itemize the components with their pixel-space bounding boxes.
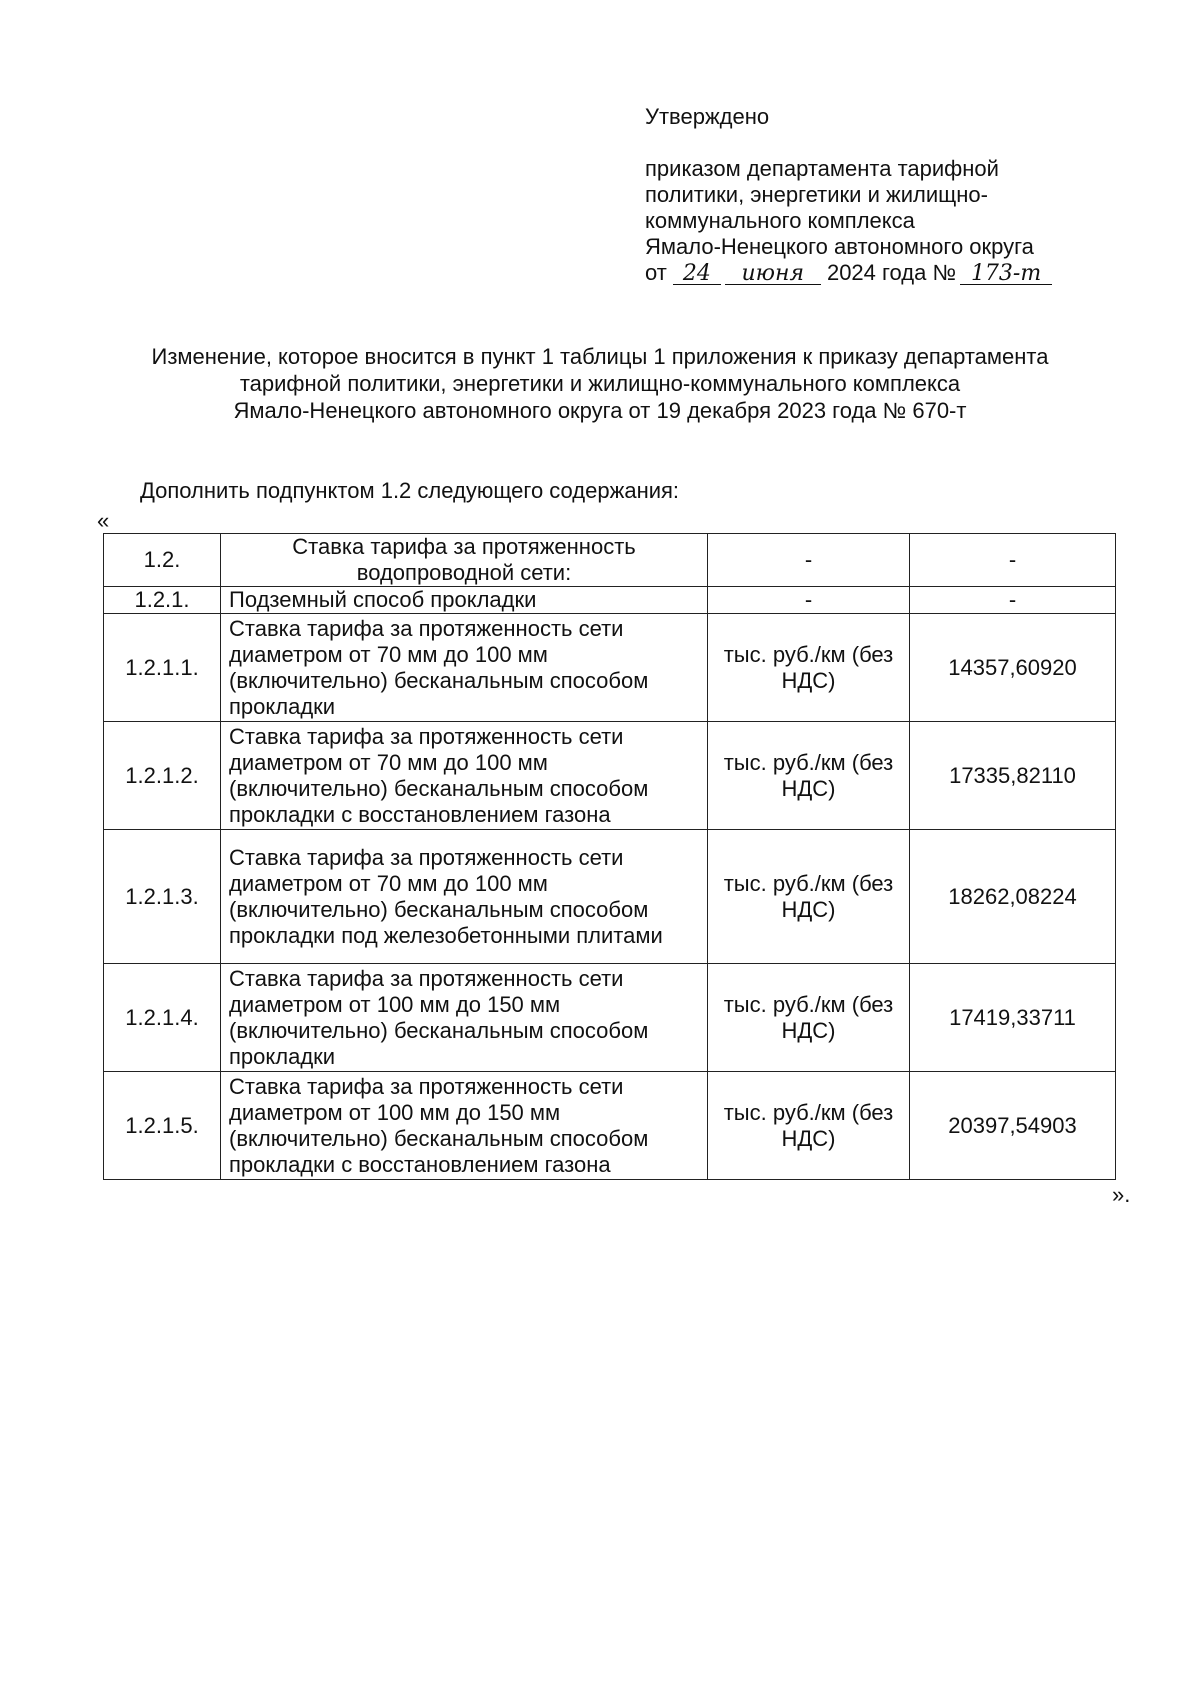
approval-heading: Утверждено (645, 104, 770, 129)
table-row (104, 722, 1116, 830)
approval-line: приказом департамента тарифной (645, 156, 999, 181)
row-value: 17335,82110 (910, 722, 1116, 830)
table-row (104, 614, 1116, 722)
table-row (104, 587, 1116, 614)
closing-quote: ». (1112, 1182, 1131, 1207)
table-row (104, 534, 1116, 587)
row-number: 1.2.1.4. (104, 964, 221, 1072)
row-unit: - (708, 534, 910, 587)
row-name: Ставка тарифа за протяженность сети диаметром от 100 мм до 150 мм (включительно) бесканальным способом прокладки (221, 964, 708, 1072)
table-row (104, 1072, 1116, 1180)
handwritten-order-number: 173-т (960, 264, 1052, 285)
row-name: Ставка тарифа за протяженность сети диаметром от 70 мм до 100 мм (включительно) бесканальным способом прокладки (221, 614, 708, 722)
row-unit: тыс. руб./км (без НДС) (708, 964, 910, 1072)
row-number: 1.2.1.5. (104, 1072, 221, 1180)
row-name: Ставка тарифа за протяженность сети диаметром от 100 мм до 150 мм (включительно) бесканальным способом прокладки с восстановлением газона (221, 1072, 708, 1180)
intro-text: Дополнить подпунктом 1.2 следующего содержания: (140, 478, 680, 503)
row-number: 1.2. (104, 534, 221, 587)
approval-line: Ямало-Ненецкого автономного округа (645, 234, 1034, 259)
handwritten-day: 24 (673, 264, 721, 285)
handwritten-month: июня (725, 264, 821, 285)
row-name: Ставка тарифа за протяженность сети диаметром от 70 мм до 100 мм (включительно) бесканальным способом прокладки под железобетонными плитами (221, 830, 708, 964)
row-name: Подземный способ прокладки (221, 587, 708, 614)
row-unit: - (708, 587, 910, 614)
approval-date-line (645, 260, 1105, 286)
title-line: Изменение, которое вносится в пункт 1 таблицы 1 приложения к приказу департамента (151, 344, 1049, 369)
row-name: Ставка тарифа за протяженность сети диаметром от 70 мм до 100 мм (включительно) бесканальным способом прокладки с восстановлением газона (221, 722, 708, 830)
row-number: 1.2.1.1. (104, 614, 221, 722)
row-unit: тыс. руб./км (без НДС) (708, 614, 910, 722)
row-unit: тыс. руб./км (без НДС) (708, 722, 910, 830)
table-row (104, 830, 1116, 964)
row-number: 1.2.1.3. (104, 830, 221, 964)
approval-line: коммунального комплекса (645, 208, 915, 233)
row-value: - (910, 587, 1116, 614)
row-value: 14357,60920 (910, 614, 1116, 722)
table-row (104, 964, 1116, 1072)
row-number: 1.2.1. (104, 587, 221, 614)
title-line: Ямало-Ненецкого автономного округа от 19 декабря 2023 года № 670-т (233, 398, 967, 423)
date-prefix: от (645, 260, 667, 285)
row-value: 20397,54903 (910, 1072, 1116, 1180)
approval-block (645, 104, 1105, 286)
row-name: Ставка тарифа за протяженность водопроводной сети: (221, 534, 708, 587)
year-text: 2024 года № (826, 260, 957, 285)
row-value: 18262,08224 (910, 830, 1116, 964)
row-unit: тыс. руб./км (без НДС) (708, 1072, 910, 1180)
approval-line: политики, энергетики и жилищно- (645, 182, 988, 207)
title-line: тарифной политики, энергетики и жилищно-коммунального комплекса (239, 371, 961, 396)
row-value: 17419,33711 (910, 964, 1116, 1072)
document-title (90, 343, 1110, 424)
row-unit: тыс. руб./км (без НДС) (708, 830, 910, 964)
tariff-table (103, 533, 1116, 1180)
row-number: 1.2.1.2. (104, 722, 221, 830)
opening-quote: « (97, 508, 110, 533)
row-value: - (910, 534, 1116, 587)
